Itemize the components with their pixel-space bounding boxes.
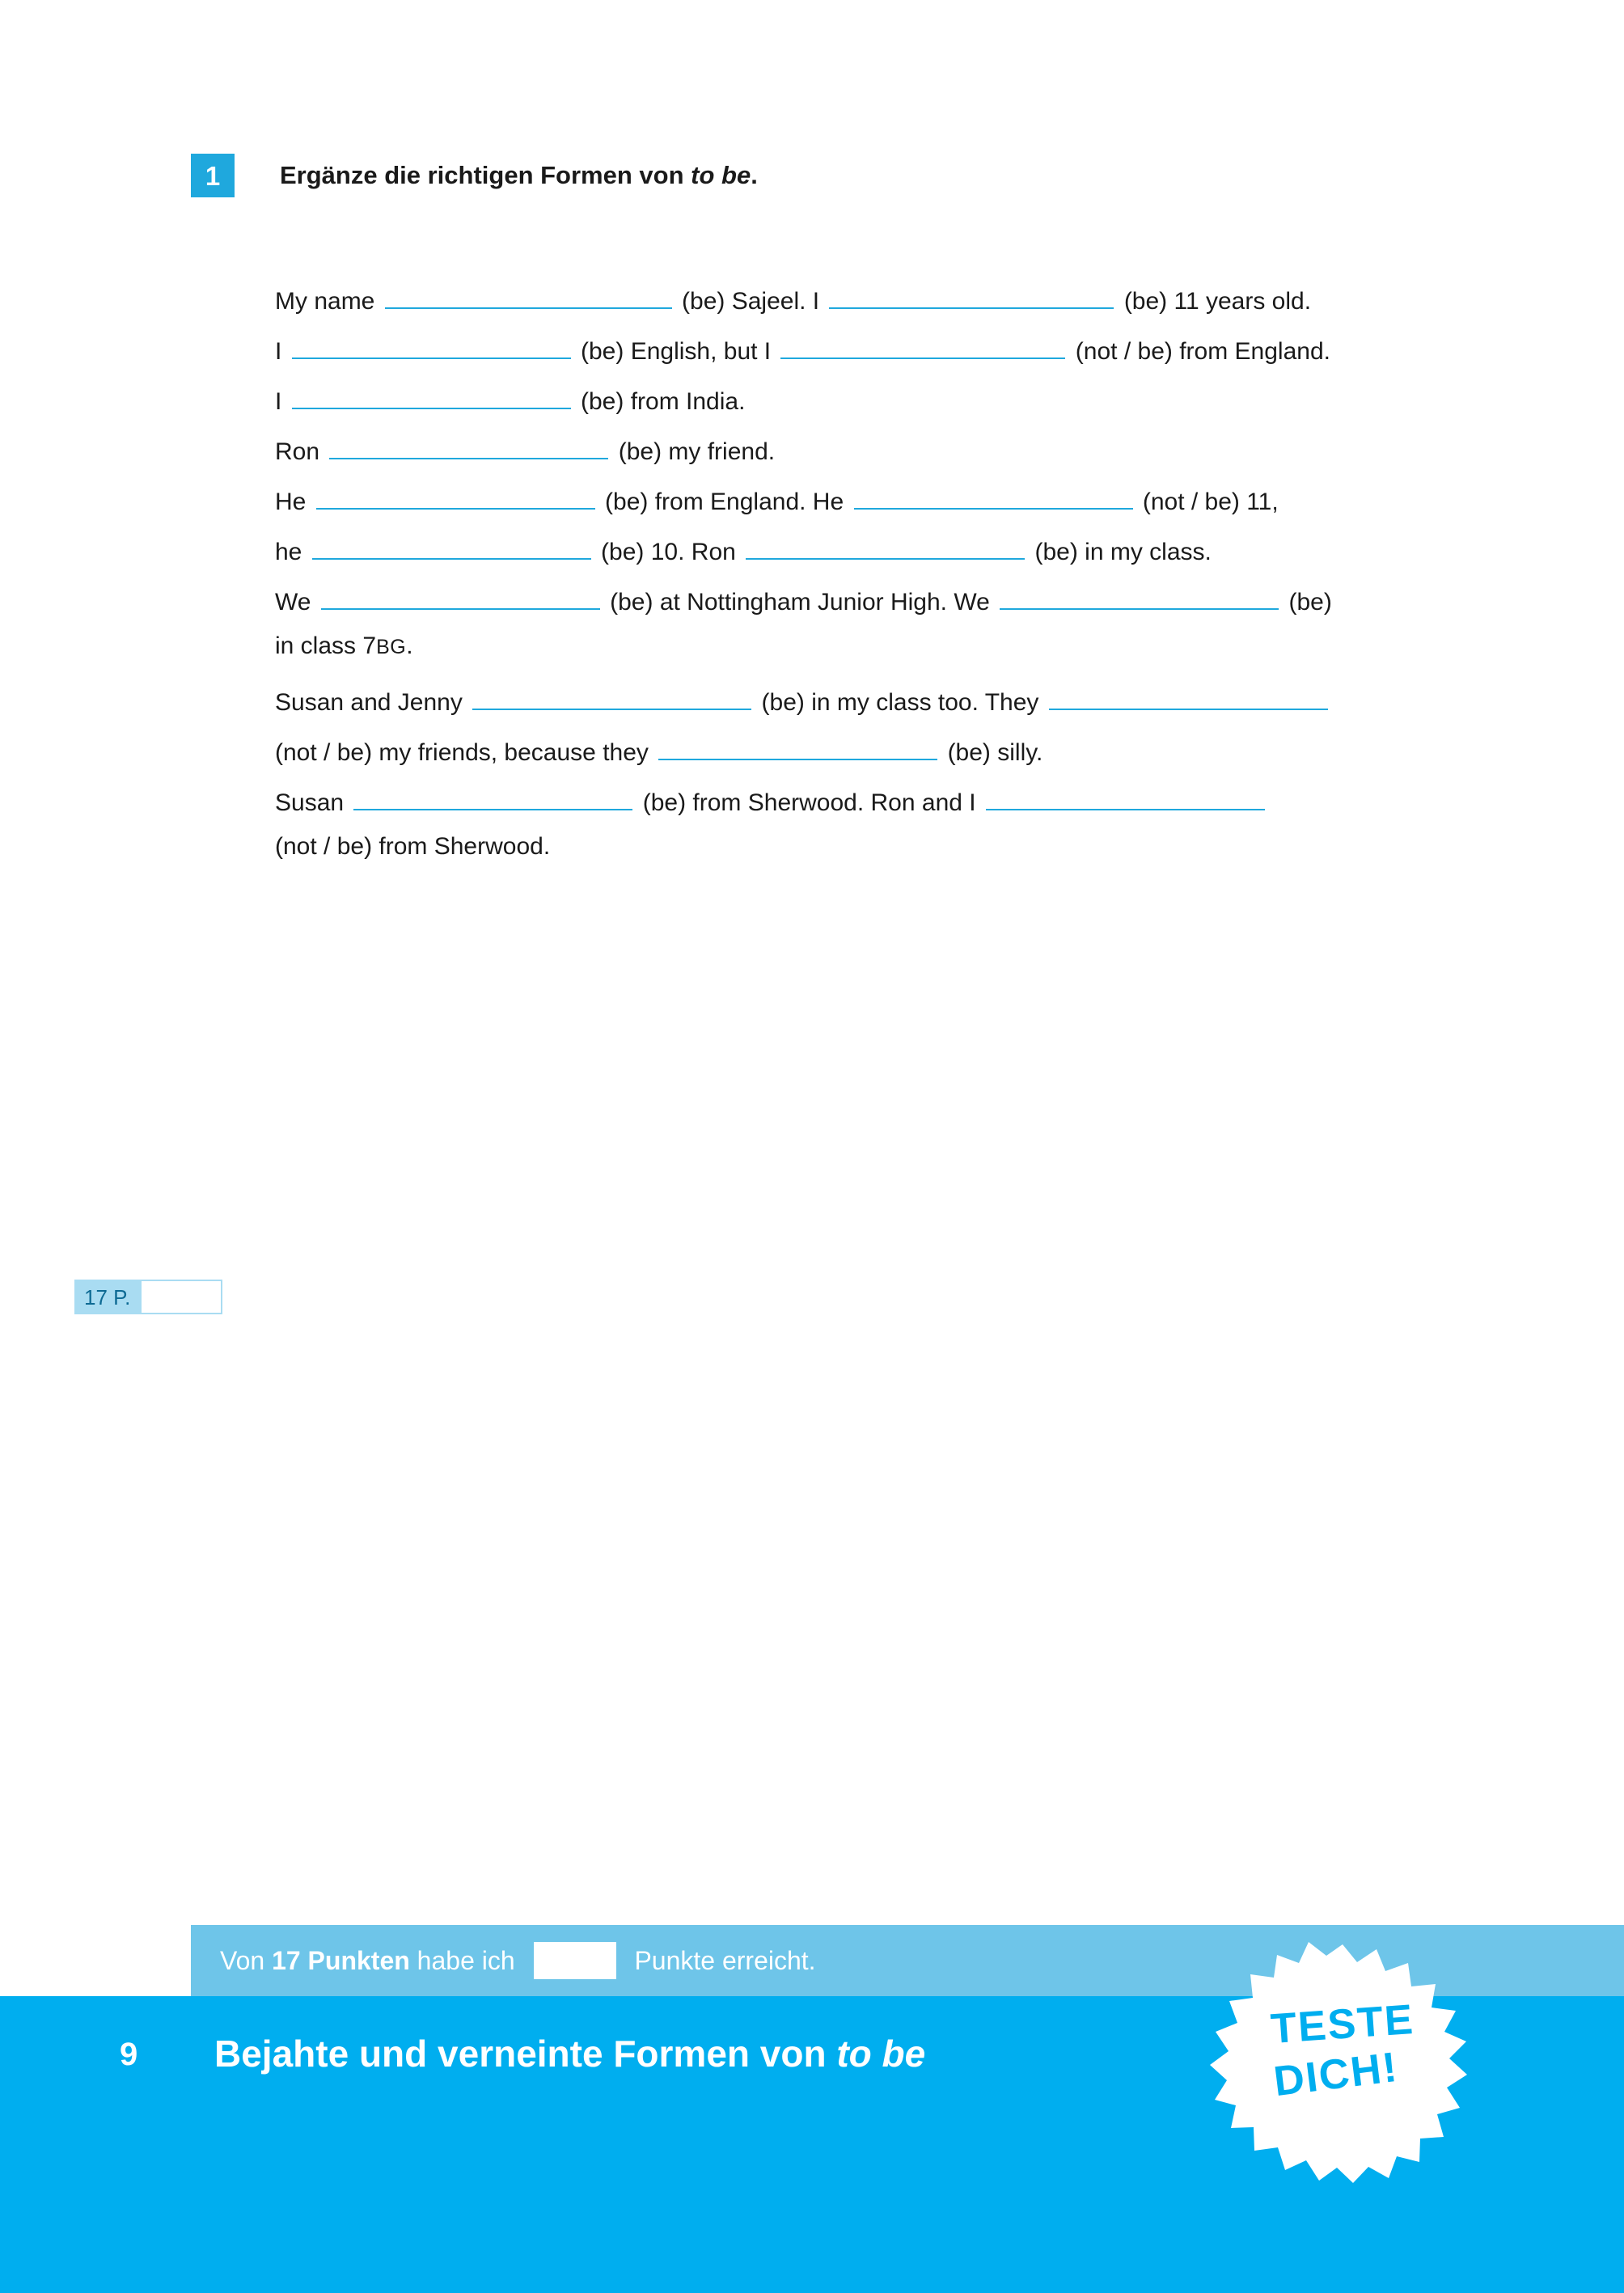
badge-line-1: TESTE — [1269, 1995, 1416, 2054]
worksheet-body — [275, 283, 1504, 885]
badge-text — [1209, 1995, 1476, 2105]
sentence-text: (be) Sajeel. I — [675, 288, 827, 315]
sentence-text: (be) my friend. — [611, 438, 776, 465]
exercise-header — [191, 154, 758, 197]
fill-in-blank[interactable] — [746, 534, 1025, 560]
fill-in-blank[interactable] — [385, 283, 672, 309]
sentence-text: in class 7 — [275, 632, 377, 659]
worksheet-line — [275, 484, 1504, 534]
exercise-number-badge: 1 — [191, 154, 235, 197]
fill-in-blank[interactable] — [986, 785, 1265, 810]
fill-in-blank[interactable] — [658, 734, 937, 760]
sentence-text: (be) from Sherwood. Ron and I — [636, 789, 983, 816]
score-points: 17 Punkten — [272, 1945, 410, 1975]
instruction-text-before: Ergänze die richtigen Formen von — [280, 161, 691, 189]
points-input[interactable] — [140, 1280, 222, 1314]
fill-in-blank[interactable] — [329, 434, 608, 459]
worksheet-line — [275, 835, 1504, 885]
instruction-text-after: . — [751, 161, 758, 189]
sentence-text: Ron — [275, 438, 327, 465]
footer-title-italic: to be — [836, 2033, 926, 2075]
sentence-text: (not / be) 11, — [1136, 489, 1279, 515]
sentence-text: (be) from India. — [573, 388, 746, 415]
sentence-text: (not / be) from England. — [1068, 338, 1330, 365]
sentence-text: I — [275, 338, 289, 365]
worksheet-line — [275, 283, 1504, 333]
sentence-text: We — [275, 589, 318, 616]
score-suffix: Punkte erreicht. — [627, 1945, 816, 1975]
worksheet-line — [275, 333, 1504, 383]
fill-in-blank[interactable] — [292, 333, 571, 359]
worksheet-line — [275, 534, 1504, 584]
fill-in-blank[interactable] — [854, 484, 1133, 510]
sentence-text: (not / be) from Sherwood. — [275, 833, 551, 860]
fill-in-blank[interactable] — [312, 534, 591, 560]
points-box — [74, 1280, 222, 1314]
fill-in-blank[interactable] — [829, 283, 1114, 309]
sentence-text: (be) from England. He — [598, 489, 851, 515]
sentence-text: he — [275, 539, 309, 565]
score-prefix: Von — [220, 1945, 273, 1975]
exercise-instruction — [280, 154, 758, 197]
fill-in-blank[interactable] — [1049, 684, 1328, 710]
score-input[interactable] — [534, 1942, 616, 1979]
sentence-text: . — [406, 632, 413, 659]
worksheet-line — [275, 634, 1504, 684]
instruction-text-italic: to be — [691, 161, 751, 189]
footer-title — [214, 2032, 925, 2075]
points-label: 17 P. — [74, 1280, 140, 1314]
sentence-text: He — [275, 489, 313, 515]
class-code-text: BG — [376, 636, 407, 658]
sentence-text: (be) silly. — [941, 739, 1043, 766]
sentence-text: (be) — [1282, 589, 1332, 616]
sentence-text: (be) English, but I — [573, 338, 778, 365]
sentence-text: (be) in my class. — [1028, 539, 1212, 565]
worksheet-line — [275, 734, 1504, 785]
sentence-text: (be) 11 years old. — [1117, 288, 1312, 315]
sentence-text: (be) 10. Ron — [594, 539, 743, 565]
worksheet-line — [275, 684, 1504, 734]
worksheet-line — [275, 785, 1504, 835]
fill-in-blank[interactable] — [292, 383, 571, 409]
footer-title-before: Bejahte und verneinte Formen von — [214, 2033, 837, 2075]
worksheet-line — [275, 383, 1504, 434]
worksheet-line — [275, 434, 1504, 484]
fill-in-blank[interactable] — [316, 484, 595, 510]
sentence-text: Susan and Jenny — [275, 689, 470, 716]
score-text — [220, 1942, 816, 1979]
worksheet-line — [275, 584, 1504, 634]
fill-in-blank[interactable] — [1000, 584, 1279, 610]
sentence-text: (be) at Nottingham Junior High. We — [603, 589, 997, 616]
fill-in-blank[interactable] — [472, 684, 751, 710]
page-number: 9 — [120, 2037, 138, 2072]
fill-in-blank[interactable] — [353, 785, 632, 810]
fill-in-blank[interactable] — [321, 584, 600, 610]
teste-dich-badge — [1209, 1941, 1476, 2184]
sentence-text: (not / be) my friends, because they — [275, 739, 656, 766]
sentence-text: Susan — [275, 789, 351, 816]
sentence-text: I — [275, 388, 289, 415]
badge-line-2: DICH! — [1271, 2043, 1402, 2105]
sentence-text: (be) in my class too. They — [755, 689, 1046, 716]
score-middle: habe ich — [409, 1945, 522, 1975]
sentence-text: My name — [275, 288, 382, 315]
fill-in-blank[interactable] — [780, 333, 1065, 359]
